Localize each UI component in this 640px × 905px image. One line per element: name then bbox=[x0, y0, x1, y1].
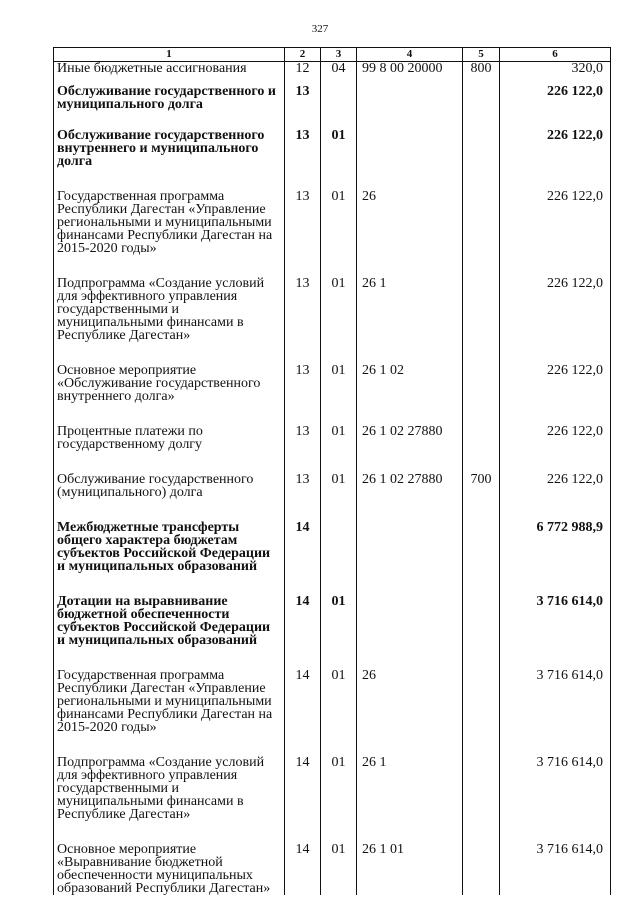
row-subsection-cell: 01 bbox=[321, 473, 357, 499]
spacer-cell bbox=[357, 499, 463, 521]
table-row bbox=[54, 364, 611, 403]
row-target-article-cell: 26 1 bbox=[357, 756, 463, 821]
row-target-article-cell: 26 1 02 27880 bbox=[357, 473, 463, 499]
spacer-cell bbox=[285, 821, 321, 843]
spacer-cell bbox=[500, 255, 611, 277]
table-row bbox=[54, 62, 611, 76]
table-row bbox=[54, 473, 611, 499]
spacer-cell bbox=[285, 403, 321, 425]
row-expense-type-cell bbox=[463, 190, 500, 255]
spacer-cell bbox=[500, 168, 611, 190]
spacer-cell bbox=[357, 342, 463, 364]
row-section-cell: 14 bbox=[285, 595, 321, 647]
row-name-cell: Обслуживание государственного внутреннего и муниципального долга bbox=[54, 129, 285, 168]
row-name-cell: Основное мероприятие «Выравнивание бюджетной обеспеченности муниципальных образований Республики Дагестан» bbox=[54, 843, 285, 895]
row-amount-cell: 6 772 988,9 bbox=[500, 521, 611, 573]
row-expense-type-cell bbox=[463, 425, 500, 451]
row-amount-cell: 226 122,0 bbox=[500, 277, 611, 342]
spacer-cell bbox=[321, 499, 357, 521]
table-row bbox=[54, 595, 611, 647]
spacer-cell bbox=[321, 821, 357, 843]
row-target-article-cell: 26 bbox=[357, 669, 463, 734]
spacer-cell bbox=[54, 451, 285, 473]
spacer-cell bbox=[321, 342, 357, 364]
spacer-cell bbox=[321, 647, 357, 669]
spacer-cell bbox=[285, 573, 321, 595]
row-section-cell: 14 bbox=[285, 756, 321, 821]
row-target-article-cell bbox=[357, 595, 463, 647]
row-spacer bbox=[54, 403, 611, 425]
spacer-cell bbox=[357, 734, 463, 756]
row-expense-type-cell bbox=[463, 669, 500, 734]
spacer-cell bbox=[357, 111, 463, 129]
spacer-cell bbox=[321, 111, 357, 129]
spacer-cell bbox=[463, 255, 500, 277]
row-subsection-cell: 01 bbox=[321, 129, 357, 168]
spacer-cell bbox=[285, 734, 321, 756]
page-number: 327 bbox=[311, 23, 329, 35]
row-name-cell: Государственная программа Республики Дагестан «Управление региональными и муниципальными финансами Республики Дагестан на 2015-2020 годы» bbox=[54, 190, 285, 255]
table-body bbox=[54, 62, 611, 896]
row-section-cell: 13 bbox=[285, 129, 321, 168]
spacer-cell bbox=[321, 255, 357, 277]
row-subsection-cell: 01 bbox=[321, 669, 357, 734]
row-section-cell: 14 bbox=[285, 843, 321, 895]
row-amount-cell: 226 122,0 bbox=[500, 364, 611, 403]
row-spacer bbox=[54, 734, 611, 756]
row-name-cell: Иные бюджетные ассигнования bbox=[54, 62, 285, 76]
table-row bbox=[54, 425, 611, 451]
table-row bbox=[54, 277, 611, 342]
table-row bbox=[54, 521, 611, 573]
row-amount-cell: 226 122,0 bbox=[500, 190, 611, 255]
spacer-cell bbox=[54, 255, 285, 277]
spacer-cell bbox=[500, 734, 611, 756]
row-amount-cell: 3 716 614,0 bbox=[500, 843, 611, 895]
row-amount-cell: 226 122,0 bbox=[500, 129, 611, 168]
row-subsection-cell: 01 bbox=[321, 843, 357, 895]
spacer-cell bbox=[463, 499, 500, 521]
spacer-cell bbox=[54, 647, 285, 669]
spacer-cell bbox=[357, 255, 463, 277]
row-spacer bbox=[54, 647, 611, 669]
header-col-6: 6 bbox=[500, 48, 611, 62]
spacer-cell bbox=[285, 342, 321, 364]
table-row bbox=[54, 129, 611, 168]
header-col-5: 5 bbox=[463, 48, 500, 62]
spacer-cell bbox=[463, 75, 500, 85]
spacer-cell bbox=[463, 647, 500, 669]
spacer-cell bbox=[463, 821, 500, 843]
spacer-cell bbox=[357, 647, 463, 669]
row-subsection-cell bbox=[321, 85, 357, 111]
row-spacer bbox=[54, 168, 611, 190]
spacer-cell bbox=[321, 451, 357, 473]
row-target-article-cell bbox=[357, 129, 463, 168]
spacer-cell bbox=[321, 734, 357, 756]
spacer-cell bbox=[54, 573, 285, 595]
spacer-cell bbox=[54, 734, 285, 756]
row-section-cell: 14 bbox=[285, 521, 321, 573]
spacer-cell bbox=[54, 168, 285, 190]
row-expense-type-cell bbox=[463, 756, 500, 821]
row-name-cell: Обслуживание государственного (муниципального) долга bbox=[54, 473, 285, 499]
row-name-cell: Межбюджетные трансферты общего характера бюджетам субъектов Российской Федерации и муниципальных образований bbox=[54, 521, 285, 573]
spacer-cell bbox=[285, 255, 321, 277]
row-section-cell: 13 bbox=[285, 190, 321, 255]
row-amount-cell: 320,0 bbox=[500, 62, 611, 76]
spacer-cell bbox=[463, 342, 500, 364]
row-amount-cell: 3 716 614,0 bbox=[500, 595, 611, 647]
row-amount-cell: 226 122,0 bbox=[500, 85, 611, 111]
spacer-cell bbox=[285, 451, 321, 473]
row-expense-type-cell bbox=[463, 277, 500, 342]
spacer-cell bbox=[357, 573, 463, 595]
spacer-cell bbox=[54, 111, 285, 129]
row-section-cell: 12 bbox=[285, 62, 321, 76]
row-spacer bbox=[54, 821, 611, 843]
row-expense-type-cell bbox=[463, 595, 500, 647]
spacer-cell bbox=[357, 168, 463, 190]
row-expense-type-cell bbox=[463, 129, 500, 168]
row-section-cell: 14 bbox=[285, 669, 321, 734]
spacer-cell bbox=[54, 342, 285, 364]
header-col-2: 2 bbox=[285, 48, 321, 62]
spacer-cell bbox=[500, 647, 611, 669]
spacer-cell bbox=[285, 647, 321, 669]
spacer-cell bbox=[321, 168, 357, 190]
spacer-cell bbox=[500, 499, 611, 521]
row-name-cell: Дотации на выравнивание бюджетной обеспеченности субъектов Российской Федерации и муниципальных образований bbox=[54, 595, 285, 647]
row-spacer bbox=[54, 451, 611, 473]
row-name-cell: Основное мероприятие «Обслуживание государственного внутреннего долга» bbox=[54, 364, 285, 403]
spacer-cell bbox=[463, 111, 500, 129]
row-expense-type-cell bbox=[463, 85, 500, 111]
row-expense-type-cell bbox=[463, 521, 500, 573]
row-amount-cell: 226 122,0 bbox=[500, 473, 611, 499]
row-subsection-cell: 01 bbox=[321, 277, 357, 342]
row-section-cell: 13 bbox=[285, 425, 321, 451]
row-name-cell: Государственная программа Республики Дагестан «Управление региональными и муниципальными финансами Республики Дагестан на 2015-2020 годы» bbox=[54, 669, 285, 734]
spacer-cell bbox=[463, 168, 500, 190]
row-name-cell: Подпрограмма «Создание условий для эффективного управления государственными и муниципальными финансами в Республике Дагестан» bbox=[54, 756, 285, 821]
spacer-cell bbox=[285, 168, 321, 190]
row-target-article-cell bbox=[357, 85, 463, 111]
row-section-cell: 13 bbox=[285, 85, 321, 111]
spacer-cell bbox=[321, 75, 357, 85]
spacer-cell bbox=[500, 403, 611, 425]
row-name-cell: Процентные платежи по государственному долгу bbox=[54, 425, 285, 451]
header-col-3: 3 bbox=[321, 48, 357, 62]
row-section-cell: 13 bbox=[285, 277, 321, 342]
table-row bbox=[54, 843, 611, 895]
row-spacer bbox=[54, 111, 611, 129]
row-amount-cell: 226 122,0 bbox=[500, 425, 611, 451]
row-name-cell: Обслуживание государственного и муниципального долга bbox=[54, 85, 285, 111]
spacer-cell bbox=[357, 821, 463, 843]
spacer-cell bbox=[54, 821, 285, 843]
row-spacer bbox=[54, 499, 611, 521]
row-spacer bbox=[54, 255, 611, 277]
row-target-article-cell: 99 8 00 20000 bbox=[357, 62, 463, 76]
row-expense-type-cell bbox=[463, 843, 500, 895]
row-target-article-cell: 26 bbox=[357, 190, 463, 255]
row-subsection-cell: 01 bbox=[321, 595, 357, 647]
spacer-cell bbox=[321, 403, 357, 425]
row-subsection-cell bbox=[321, 521, 357, 573]
header-col-4: 4 bbox=[357, 48, 463, 62]
row-target-article-cell bbox=[357, 521, 463, 573]
row-spacer bbox=[54, 573, 611, 595]
row-name-cell: Подпрограмма «Создание условий для эффективного управления государственными и муниципальными финансами в Республике Дагестан» bbox=[54, 277, 285, 342]
spacer-cell bbox=[357, 403, 463, 425]
spacer-cell bbox=[463, 734, 500, 756]
spacer-cell bbox=[54, 499, 285, 521]
row-section-cell: 13 bbox=[285, 473, 321, 499]
spacer-cell bbox=[357, 451, 463, 473]
table-header-row bbox=[54, 48, 611, 62]
table-row bbox=[54, 756, 611, 821]
spacer-cell bbox=[500, 111, 611, 129]
budget-table bbox=[53, 47, 611, 895]
row-target-article-cell: 26 1 02 bbox=[357, 364, 463, 403]
header-col-1: 1 bbox=[54, 48, 285, 62]
row-amount-cell: 3 716 614,0 bbox=[500, 669, 611, 734]
row-section-cell: 13 bbox=[285, 364, 321, 403]
row-expense-type-cell bbox=[463, 364, 500, 403]
row-subsection-cell: 01 bbox=[321, 756, 357, 821]
row-subsection-cell: 01 bbox=[321, 190, 357, 255]
row-spacer bbox=[54, 342, 611, 364]
table-row bbox=[54, 669, 611, 734]
row-amount-cell: 3 716 614,0 bbox=[500, 756, 611, 821]
row-subsection-cell: 01 bbox=[321, 364, 357, 403]
spacer-cell bbox=[54, 403, 285, 425]
spacer-cell bbox=[285, 111, 321, 129]
spacer-cell bbox=[357, 75, 463, 85]
row-expense-type-cell: 800 bbox=[463, 62, 500, 76]
spacer-cell bbox=[463, 451, 500, 473]
row-target-article-cell: 26 1 02 27880 bbox=[357, 425, 463, 451]
spacer-cell bbox=[500, 821, 611, 843]
row-subsection-cell: 04 bbox=[321, 62, 357, 76]
spacer-cell bbox=[285, 499, 321, 521]
row-target-article-cell: 26 1 01 bbox=[357, 843, 463, 895]
spacer-cell bbox=[463, 573, 500, 595]
spacer-cell bbox=[500, 451, 611, 473]
spacer-cell bbox=[500, 573, 611, 595]
spacer-cell bbox=[321, 573, 357, 595]
row-target-article-cell: 26 1 bbox=[357, 277, 463, 342]
row-expense-type-cell: 700 bbox=[463, 473, 500, 499]
table-row bbox=[54, 190, 611, 255]
spacer-cell bbox=[500, 342, 611, 364]
table-row bbox=[54, 85, 611, 111]
row-subsection-cell: 01 bbox=[321, 425, 357, 451]
spacer-cell bbox=[463, 403, 500, 425]
